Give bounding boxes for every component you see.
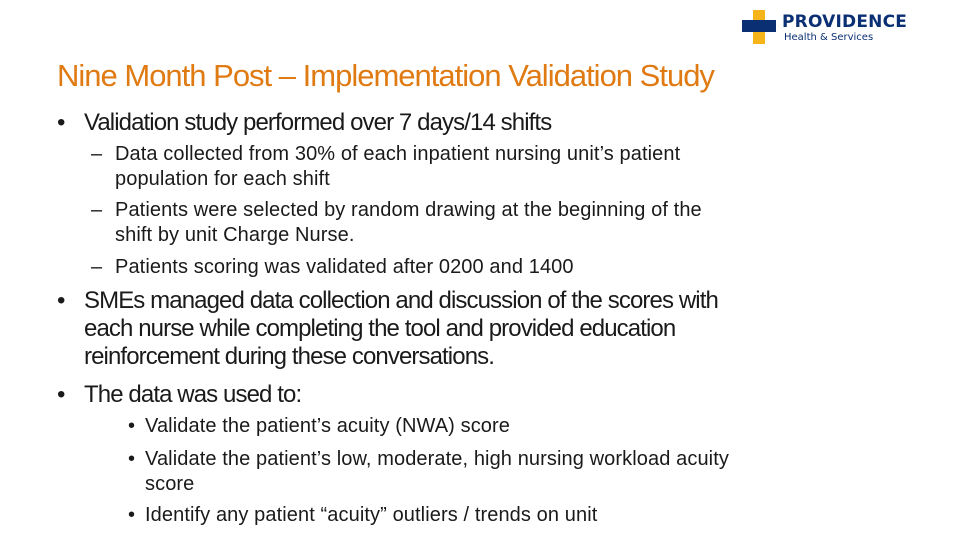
bullet-text: The data was used to: (84, 381, 302, 408)
bullet-text: SMEs managed data collection and discussion of the scores with (84, 287, 718, 314)
logo-tagline: Health & Services (784, 32, 874, 43)
providence-logo (742, 10, 942, 46)
dash-marker: – (91, 256, 103, 278)
sub-bullet-text: Patients were selected by random drawing at the beginning of the (115, 199, 702, 221)
sub-bullet-item (91, 142, 680, 192)
cross-logo-icon (742, 10, 776, 44)
bullet-text: reinforcement during these conversations. (84, 343, 495, 370)
sub-bullet-text: score (145, 473, 195, 495)
logo-name: PROVIDENCE (782, 12, 908, 32)
sub-bullet-text: Identify any patient “acuity” outliers / trends on unit (145, 504, 598, 526)
bullet-dot: • (57, 109, 65, 136)
bullet-dot: • (128, 448, 136, 470)
bullet-dot: • (57, 381, 65, 408)
sub-bullet-item (91, 255, 574, 280)
sub-bullet-text: Validate the patient’s low, moderate, high nursing workload acuity (145, 448, 729, 470)
sub-bullet-text: Patients scoring was validated after 0200 and 1400 (115, 256, 574, 278)
bullet-item (57, 381, 301, 409)
sub-bullet-item (128, 447, 729, 497)
sub-bullet-item (128, 503, 597, 528)
bullet-item (57, 287, 718, 371)
bullet-dot: • (57, 287, 65, 314)
sub-bullet-text: Validate the patient’s acuity (NWA) score (145, 415, 510, 437)
sub-bullet-text: shift by unit Charge Nurse. (115, 224, 355, 246)
sub-bullet-item (128, 414, 510, 439)
slide-title: Nine Month Post – Implementation Validation Study (57, 58, 714, 93)
bullet-text: each nurse while completing the tool and provided education (84, 315, 676, 342)
sub-bullet-text: Data collected from 30% of each inpatient nursing unit’s patient (115, 143, 681, 165)
bullet-item (57, 109, 551, 137)
sub-bullet-text: population for each shift (115, 168, 330, 190)
sub-bullet-item (91, 198, 702, 248)
dash-marker: – (91, 143, 103, 165)
bullet-text: Validation study performed over 7 days/14 shifts (84, 109, 552, 136)
bullet-dot: • (128, 415, 136, 437)
dash-marker: – (91, 199, 103, 221)
bullet-dot: • (128, 504, 136, 526)
